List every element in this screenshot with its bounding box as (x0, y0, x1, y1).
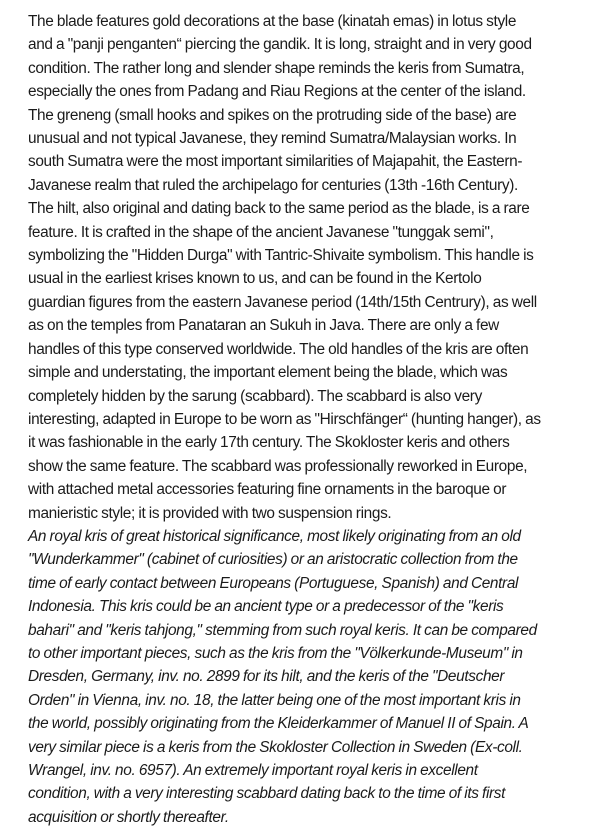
text-line: unusual and not typical Javanese, they remind Sumatra/Malaysian works. In (28, 130, 517, 148)
text-line: bahari" and "keris tahjong," stemming from such royal keris. It can be compared (28, 621, 537, 639)
text-line: An royal kris of great historical significance, most likely originating from an old (28, 527, 521, 545)
text-line: Wrangel, inv. no. 6957). An extremely important royal keris in excellent (28, 762, 478, 779)
text-line: manieristic style; it is provided with two suspension rings. (28, 504, 392, 522)
text-line: condition. The rather long and slender shape reminds the keris from Sumatra, (28, 59, 525, 77)
description-paragraph (28, 10, 580, 525)
text-line: handles of this type conserved worldwide. The old handles of the kris are often (28, 340, 529, 358)
text-line: Javanese realm that ruled the archipelago for centuries (13th -16th Century). (28, 176, 518, 194)
text-line: The hilt, also original and dating back to the same period as the blade, is a rare (28, 200, 530, 218)
text-line: guardian figures from the eastern Javanese period (14th/15th Centrury), as well (28, 293, 537, 311)
text-line: completely hidden by the sarung (scabbard). The scabbard is also very (28, 387, 482, 405)
text-line: The greneng (small hooks and spikes on the protruding side of the base) are (28, 106, 517, 124)
text-line: to other important pieces, such as the kris from the "Völkerkunde-Museum" in (28, 644, 523, 662)
text-line: acquisition or shortly thereafter. (28, 808, 229, 826)
document-page (28, 10, 580, 829)
text-line: south Sumatra were the most important similarities of Majapahit, the Eastern- (28, 153, 523, 171)
text-line: Indonesia. This kris could be an ancient type or a predecessor of the "keris (28, 598, 504, 616)
text-line: symbolizing the "Hidden Durga" with Tantric-Shivaite symbolism. This handle is (28, 247, 534, 265)
text-line: especially the ones from Padang and Riau Regions at the center of the island. (28, 83, 526, 101)
text-line: Dresden, Germany, inv. no. 2899 for its hilt, and the keris of the "Deutscher (28, 668, 505, 686)
text-line: interesting, adapted in Europe to be worn as "Hirschfänger“ (hunting hanger), as (28, 410, 541, 428)
text-line: show the same feature. The scabbard was professionally reworked in Europe, (28, 457, 528, 475)
text-line: The blade features gold decorations at the base (kinatah emas) in lotus style (28, 13, 517, 30)
text-line: as on the temples from Panataran an Sukuh in Java. There are only a few (28, 317, 499, 335)
text-line: Orden" in Vienna, inv. no. 18, the latter being one of the most important kris in (28, 691, 521, 709)
text-line: feature. It is crafted in the shape of the ancient Javanese "tunggak semi", (28, 223, 494, 241)
text-line: time of early contact between Europeans (Portuguese, Spanish) and Central (28, 574, 519, 592)
text-line: it was fashionable in the early 17th century. The Skokloster keris and others (28, 434, 510, 452)
text-line: and a "panji penganten“ piercing the gandik. It is long, straight and in very good (28, 36, 532, 54)
text-line: "Wunderkammer" (cabinet of curiosities) or an aristocratic collection from the (28, 551, 518, 569)
text-line: with attached metal accessories featuring fine ornaments in the baroque or (28, 481, 507, 499)
summary-paragraph (28, 525, 580, 829)
text-line: simple and understating, the important element being the blade, which was (28, 364, 508, 382)
text-line: usual in the earliest krises known to us, and can be found in the Kertolo (28, 270, 482, 288)
text-line: condition, with a very interesting scabbard dating back to the time of its first (28, 785, 506, 803)
text-line: the world, possibly originating from the Kleiderkammer of Manuel II of Spain. A (28, 715, 529, 733)
text-line: very similar piece is a keris from the Skokloster Collection in Sweden (Ex-coll. (28, 738, 523, 756)
